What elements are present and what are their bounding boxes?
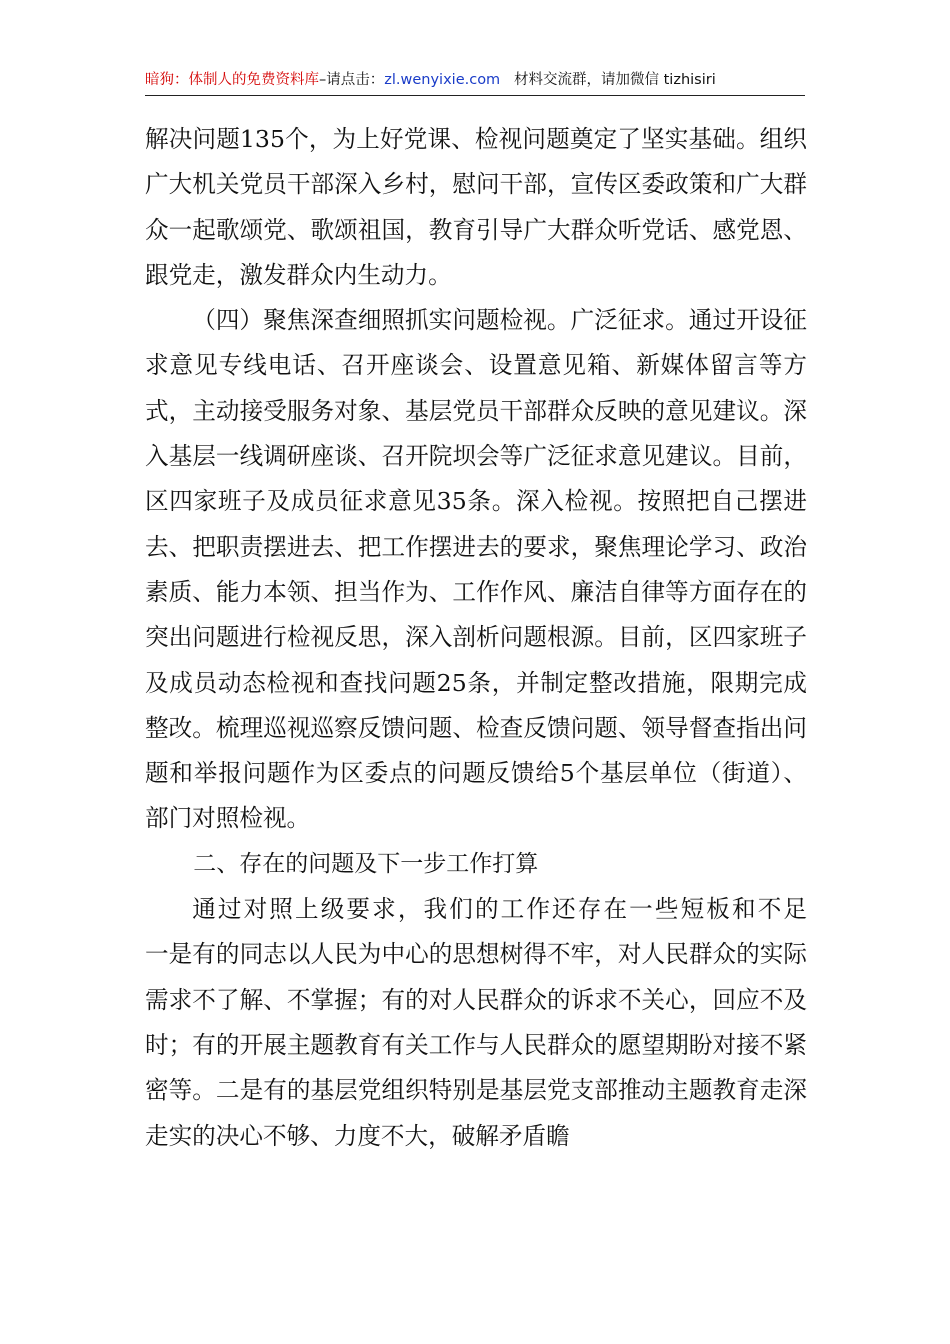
- header-link-url[interactable]: zl.wenyixie.com: [384, 72, 501, 88]
- section-heading: 二、存在的问题及下一步工作打算: [193, 850, 539, 877]
- paragraph-problems: 一是有的同志以人民为中心的思想树得不牢，对人民群众的实际需求不了解、不掌握；有的对人民群众的诉求不关心，回应不及时；有的开展主题教育有关工作与人民群众的愿望期盼对接不紧密等。二是有的基层党组织特别是基层党支部推动主题教育走深走实的决心不够、力度不大，破解矛盾瞻: [145, 940, 807, 1150]
- header-contact-text: 材料交流群，请加微信 tizhisiri: [514, 72, 716, 88]
- page-header: [145, 66, 805, 94]
- document-body: [145, 117, 807, 1159]
- header-site-name: 暗狗：体制人的免费资料库: [145, 72, 319, 88]
- paragraph-intro: 通过对照上级要求，我们的工作还存在一些短板和不足: [192, 895, 807, 924]
- paragraph-section-four: （四）聚焦深查细照抓实问题检视。广泛征求。通过开设征求意见专线电话、召开座谈会、设置意见箱、新媒体留言等方式，主动接受服务对象、基层党员干部群众反映的意见建议。深入基层一线调研座谈、召开院坝会等广泛征求意见建议。目前，区四家班子及成员征求意见35条。深入检视。按照把自己摆进去、把职责摆进去、把工作摆进去的要求，聚焦理论学习、政治素质、能力本领、担当作为、工作作风、廉洁自律等方面存在的突出问题进行检视反思，深入剖析问题根源。目前，区四家班子及成员动态检视和查找问题25条，并制定整改措施，限期完成整改。梳理巡视巡察反馈问题、检查反馈问题、领导督查指出问题和举报问题作为区委点的问题反馈给5个基层单位（街道）、部门对照检视。: [145, 306, 807, 833]
- header-divider: [145, 95, 805, 96]
- paragraph-continuation: 解决问题135个，为上好党课、检视问题奠定了坚实基础。组织广大机关党员干部深入乡村，慰问干部，宣传区委政策和广大群众一起歌颂党、歌颂祖国，教育引导广大群众听党话、感党恩、跟党走，激发群众内生动力。: [145, 125, 807, 289]
- header-link-prompt: –请点击：: [319, 72, 385, 88]
